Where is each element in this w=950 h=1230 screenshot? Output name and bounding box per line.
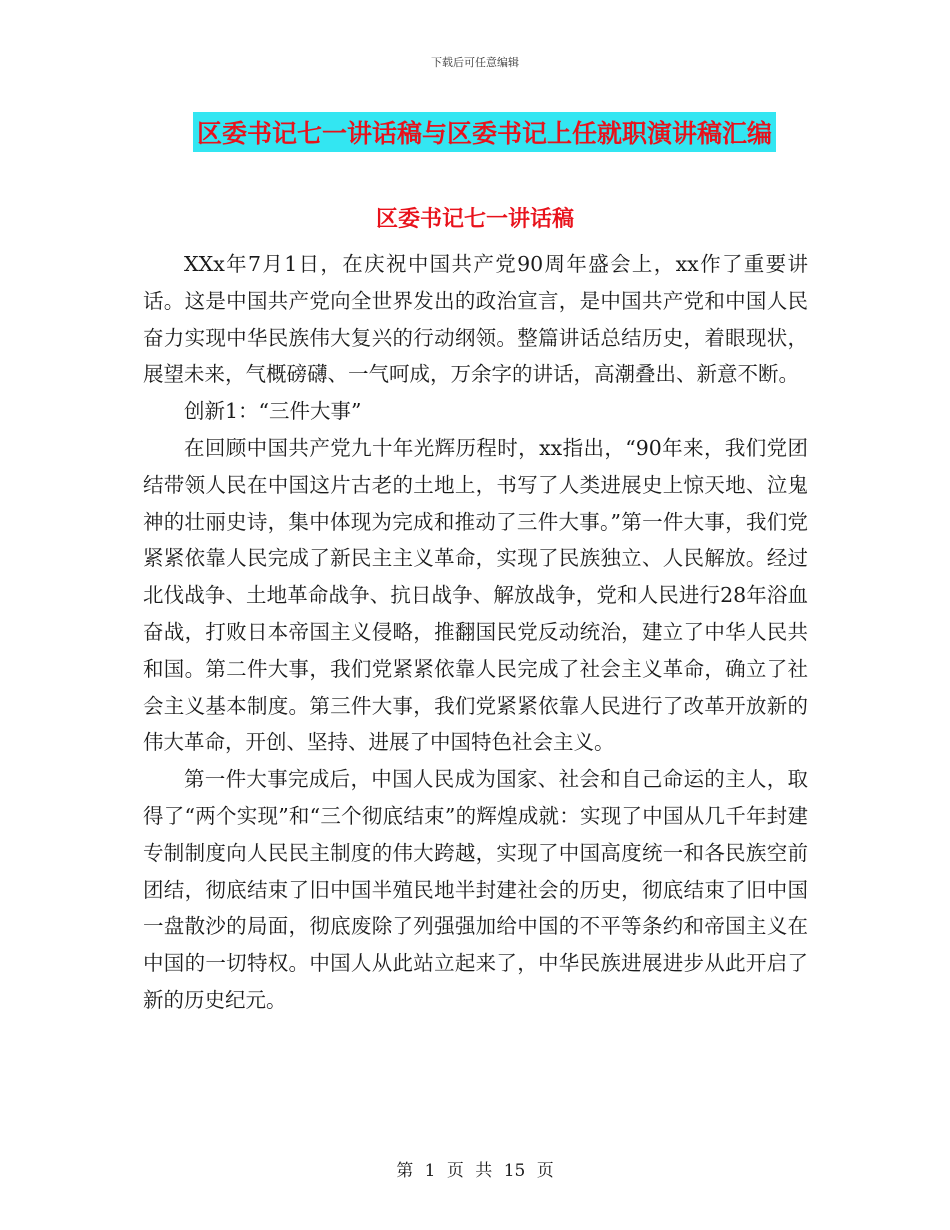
header-note: 下载后可任意编辑: [431, 56, 519, 69]
page-number: 第 1 页 共 15 页: [396, 1161, 554, 1181]
paragraph-innovation-heading: 创新1：“三件大事”: [184, 399, 362, 424]
section-title: 区委书记七一讲话稿: [375, 207, 574, 232]
paragraph-first-event: 第一件大事完成后，中国人民成为国家、社会和自己命运的主人，取得了“两个实现”和“三个彻底结束”的辉煌成就：实现了中国从几千年封建专制制度向人民民主制度的伟大跨越，实现了中国高度统一和各民族空前团结，彻底结束了旧中国半殖民地半封建社会的历史，彻底结束了旧中国一盘散沙的局面，彻底废除了列强强加给中国的不平等条约和帝国主义在中国的一切特权。中国人从此站立起来了，中华民族进展进步从此开启了新的历史纪元。: [143, 767, 808, 1012]
paragraph-intro: XXx年7月1日，在庆祝中国共产党90周年盛会上，xx作了重要讲话。这是中国共产党向全世界发出的政治宣言，是中国共产党和中国人民奋力实现中华民族伟大复兴的行动纲领。整篇讲话总结历史，着眼现状，展望未来，气概磅礴、一气呵成，万余字的讲话，高潮叠出、新意不断。: [143, 252, 808, 387]
document-body: [143, 246, 808, 1019]
paragraph-three-events: 在回顾中国共产党九十年光辉历程时，xx指出，“90年来，我们党团结带领人民在中国这片古老的土地上，书写了人类进展史上惊天地、泣鬼神的壮丽史诗，集中体现为完成和推动了三件大事。”第一件大事，我们党紧紧依靠人民完成了新民主主义革命，实现了民族独立、人民解放。经过北伐战争、土地革命战争、抗日战争、解放战争，党和人民进行28年浴血奋战，打败日本帝国主义侵略，推翻国民党反动统治，建立了中华人民共和国。第二件大事，我们党紧紧依靠人民完成了社会主义革命，确立了社会主义基本制度。第三件大事，我们党紧紧依靠人民进行了改革开放新的伟大革命，开创、坚持、进展了中国特色社会主义。: [143, 435, 808, 755]
document-title: 区委书记七一讲话稿与区委书记上任就职演讲稿汇编: [193, 112, 776, 152]
